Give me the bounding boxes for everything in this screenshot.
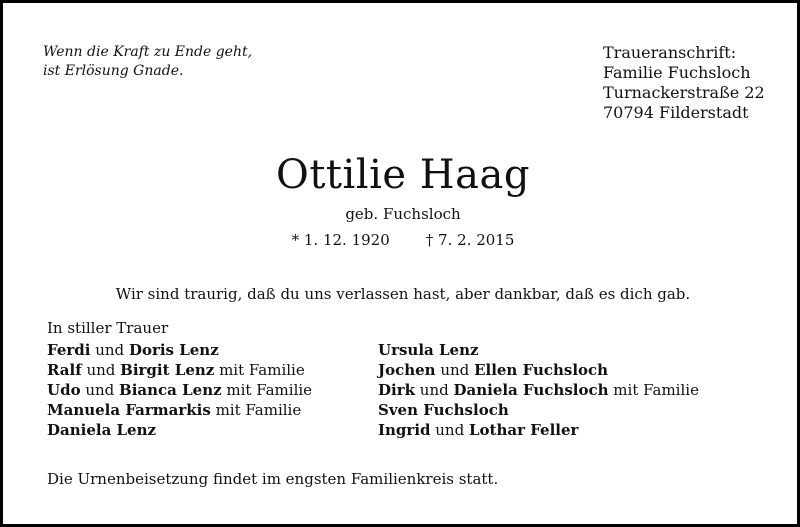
memorial-quote — [43, 43, 252, 81]
mourner-entry: Ralf und Birgit Lenz mit Familie — [47, 361, 305, 379]
quote-line-2: ist Erlösung Gnade. — [43, 63, 184, 79]
mourner-entry: Ferdi und Doris Lenz — [47, 341, 219, 359]
mourner-entry: Sven Fuchsloch — [378, 401, 509, 419]
address-family: Familie Fuchsloch — [603, 63, 751, 82]
address-label: Traueranschrift: — [603, 43, 737, 62]
mourner-entry: Dirk und Daniela Fuchsloch mit Familie — [378, 381, 699, 399]
mourners-left-column — [47, 340, 312, 440]
mourner-entry: Jochen und Ellen Fuchsloch — [378, 361, 609, 379]
mourner-entry: Ingrid und Lothar Feller — [378, 421, 579, 439]
birth-date: * 1. 12. 1920 — [291, 231, 390, 249]
address-city: 70794 Filderstadt — [603, 103, 749, 122]
mourners-right-column — [378, 340, 699, 440]
mourner-entry: Ursula Lenz — [378, 341, 479, 359]
burial-note: Die Urnenbeisetzung findet im engsten Familienkreis statt. — [47, 470, 499, 488]
quote-line-1: Wenn die Kraft zu Ende geht, — [43, 44, 253, 60]
farewell-verse: Wir sind traurig, daß du uns verlassen hast, aber dankbar, daß es dich gab. — [115, 285, 691, 303]
mourner-entry: Udo und Bianca Lenz mit Familie — [47, 381, 313, 399]
life-dates — [3, 230, 800, 250]
mourner-entry: Daniela Lenz — [47, 421, 157, 439]
address-street: Turnackerstraße 22 — [603, 83, 765, 102]
death-date: † 7. 2. 2015 — [425, 231, 515, 249]
mourners-intro: In stiller Trauer — [47, 319, 169, 337]
mourning-address — [603, 43, 765, 123]
mourner-entry: Manuela Farmarkis mit Familie — [47, 401, 302, 419]
maiden-name: geb. Fuchsloch — [345, 205, 461, 223]
deceased-name: Ottilie Haag — [276, 152, 530, 198]
